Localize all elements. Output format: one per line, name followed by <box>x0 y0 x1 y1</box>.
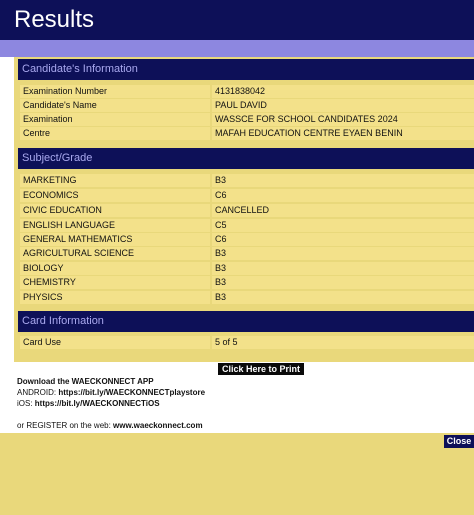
candidate-info-heading: Candidate's Information <box>18 59 474 80</box>
header-stripe <box>0 40 474 57</box>
page-title: Results <box>14 6 95 33</box>
subject-grade: CANCELLED <box>212 204 474 217</box>
register-label: or REGISTER on the web: <box>17 421 114 430</box>
info-label: Centre <box>20 127 210 140</box>
ios-line <box>17 399 160 408</box>
subject-name: ECONOMICS <box>20 189 210 202</box>
register-line <box>17 421 203 430</box>
grade-row <box>20 233 474 246</box>
card-value: 5 of 5 <box>212 336 474 349</box>
subject-grade: B3 <box>212 276 474 289</box>
subject-name: CIVIC EDUCATION <box>20 204 210 217</box>
info-label: Candidate's Name <box>20 99 210 112</box>
grade-row <box>20 219 474 232</box>
grade-row <box>20 189 474 202</box>
subject-name: GENERAL MATHEMATICS <box>20 233 210 246</box>
print-button[interactable]: Click Here to Print <box>218 363 304 375</box>
android-line <box>17 388 205 397</box>
ios-label: iOS: <box>17 399 35 408</box>
info-label: Examination <box>20 113 210 126</box>
info-row <box>20 85 474 98</box>
subject-name: AGRICULTURAL SCIENCE <box>20 247 210 260</box>
subject-grade: C6 <box>212 189 474 202</box>
card-label: Card Use <box>20 336 210 349</box>
grade-row <box>20 174 474 187</box>
info-value: 4131838042 <box>212 85 474 98</box>
card-info-heading: Card Information <box>18 311 474 332</box>
subject-grade: B3 <box>212 247 474 260</box>
subject-grade: B3 <box>212 174 474 187</box>
grade-row <box>20 291 474 304</box>
subject-name: ENGLISH LANGUAGE <box>20 219 210 232</box>
grade-row <box>20 262 474 275</box>
grade-row <box>20 247 474 260</box>
info-row <box>20 113 474 126</box>
ios-link[interactable]: https://bit.ly/WAECKONNECTiOS <box>34 399 160 408</box>
results-header <box>0 0 474 40</box>
subject-name: BIOLOGY <box>20 262 210 275</box>
subject-grade: B3 <box>212 262 474 275</box>
app-download-heading: Download the WAECKONNECT APP <box>17 377 154 386</box>
close-button[interactable]: Close <box>444 435 474 448</box>
android-label: ANDROID: <box>17 388 59 397</box>
info-value: WASSCE FOR SCHOOL CANDIDATES 2024 <box>212 113 474 126</box>
info-value: PAUL DAVID <box>212 99 474 112</box>
app-info <box>0 376 474 436</box>
info-label: Examination Number <box>20 85 210 98</box>
grade-row <box>20 204 474 217</box>
info-row <box>20 99 474 112</box>
subject-name: PHYSICS <box>20 291 210 304</box>
subject-grade: B3 <box>212 291 474 304</box>
info-row <box>20 127 474 140</box>
subject-name: CHEMISTRY <box>20 276 210 289</box>
register-link[interactable]: www.waeckonnect.com <box>113 421 203 430</box>
card-row <box>20 336 474 349</box>
subject-name: MARKETING <box>20 174 210 187</box>
bottom-panel <box>0 433 474 515</box>
android-link[interactable]: https://bit.ly/WAECKONNECTplaystore <box>58 388 206 397</box>
subject-grade: C5 <box>212 219 474 232</box>
subject-grade-heading: Subject/Grade <box>18 148 474 169</box>
subject-grade: C6 <box>212 233 474 246</box>
info-value: MAFAH EDUCATION CENTRE EYAEN BENIN <box>212 127 474 140</box>
grade-row <box>20 276 474 289</box>
